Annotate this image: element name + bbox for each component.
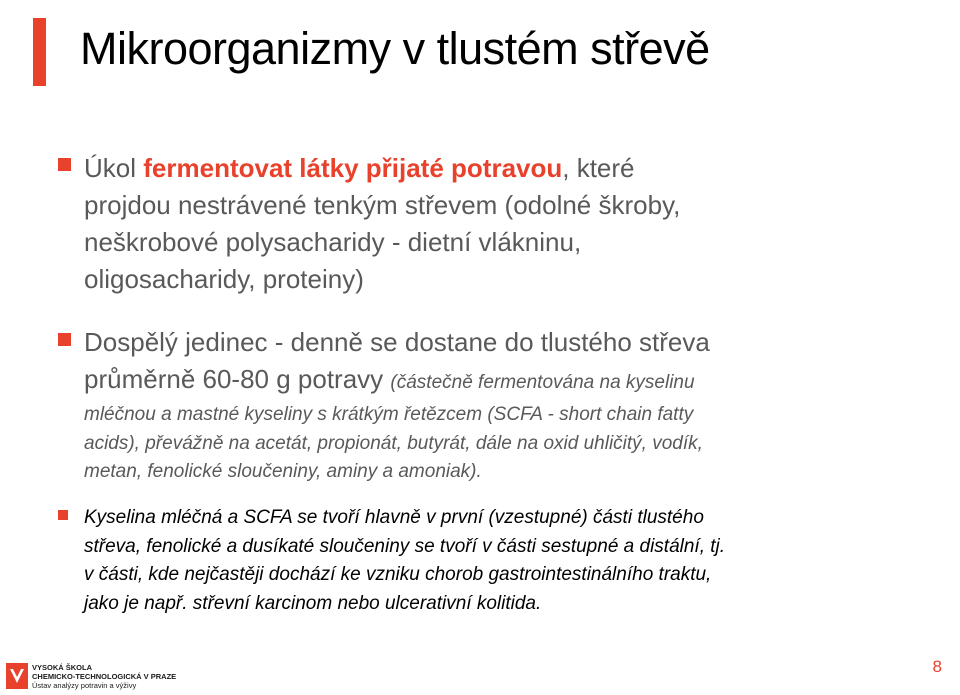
bullet-3-line-3: v části, kde nejčastěji dochází ke vzniku chorob gastrointestinálního traktu,: [84, 564, 712, 585]
bullet-2-line-3: mléčnou a mastné kyseliny s krátkým řetězcem (SCFA - short chain fatty: [84, 404, 694, 425]
bullet-1-line-3: neškrobové polysacharidy - dietní vlákninu,: [84, 227, 582, 257]
bullet-item-2: [58, 324, 908, 487]
bullet-2-italic-note: (částečně fermentována na kyselinu: [390, 372, 695, 393]
bullet-2-line-5: metan, fenolické sloučeniny, aminy a amoniak).: [84, 461, 482, 482]
bullet-2-line-4: acids), převážně na acetát, propionát, butyrát, dále na oxid uhličitý, vodík,: [84, 432, 703, 454]
bullet-3-line-4: jako je např. střevní karcinom nebo ulcerativní kolitida.: [84, 592, 542, 614]
bullet-2-line-1: Dospělý jedinec - denně se dostane do tlustého střeva: [84, 327, 710, 357]
bullet-3-line-1: Kyselina mléčná a SCFA se tvoří hlavně v první (vzestupné) části tlustého: [84, 507, 704, 528]
bullet-3-line-2: střeva, fenolické a dusíkaté sloučeniny se tvoří v části sestupné a distální, tj.: [84, 535, 726, 557]
bullet-1-emphasis: fermentovat látky přijaté potravou: [143, 153, 563, 183]
bullet-square-icon: [58, 158, 71, 171]
bullet-item-3: [58, 504, 908, 618]
bullet-1-line-4: oligosacharidy, proteiny): [84, 264, 364, 294]
footer-logo: [6, 663, 176, 690]
vscht-logo-icon: [6, 663, 28, 689]
bullet-square-icon: [58, 333, 71, 346]
page-number: 8: [932, 657, 942, 676]
bullet-text-2: [84, 324, 908, 487]
logo-line-1: VYSOKÁ ŠKOLA: [32, 663, 93, 672]
logo-line-3: Ústav analýzy potravin a výživy: [32, 681, 137, 690]
bullet-text-3: [84, 504, 908, 618]
logo-line-2: CHEMICKO-TECHNOLOGICKÁ V PRAZE: [32, 672, 177, 681]
bullet-text-1: [84, 150, 908, 298]
bullet-1-line-2: projdou nestrávené tenkým střevem (odolné škroby,: [84, 190, 681, 220]
bullet-item-1: [58, 150, 908, 298]
bullet-1-line-1: Úkol fermentovat látky přijaté potravou, které: [84, 153, 635, 183]
bullet-square-icon: [58, 510, 68, 520]
logo-text: [32, 663, 176, 690]
title-accent-bar: [33, 18, 46, 86]
slide-title: Mikroorganizmy v tlustém střevě: [80, 23, 710, 74]
bullet-2-line-2: průměrně 60-80 g potravy (částečně fermentována na kyselinu: [84, 364, 695, 394]
